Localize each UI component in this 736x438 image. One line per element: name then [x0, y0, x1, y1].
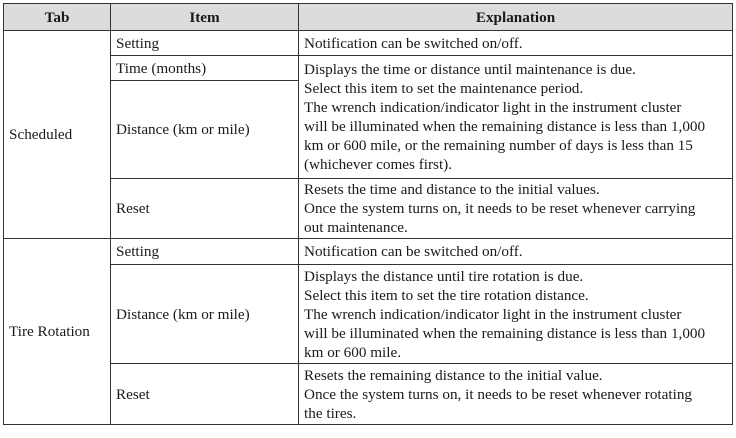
explanation-line: out maintenance. — [304, 219, 408, 236]
explanation-tire-setting — [299, 239, 733, 265]
table-header-row — [4, 4, 733, 31]
explanation-line: Select this item to set the maintenance period. — [304, 80, 584, 97]
table-row — [4, 31, 733, 56]
item-scheduled-setting: Setting — [111, 31, 299, 56]
header-explanation: Explanation — [299, 4, 733, 31]
item-tire-distance: Distance (km or mile) — [111, 265, 299, 364]
item-tire-setting: Setting — [111, 239, 299, 265]
item-scheduled-time: Time (months) — [111, 56, 299, 81]
table-row — [4, 364, 733, 425]
explanation-tire-reset — [299, 364, 733, 425]
explanation-scheduled-setting — [299, 31, 733, 56]
explanation-line: Displays the distance until tire rotation is due. — [304, 267, 584, 285]
maintenance-settings-table — [3, 3, 733, 425]
table-row — [4, 265, 733, 364]
explanation-line: Resets the remaining distance to the initial value. — [304, 366, 603, 384]
explanation-line: Notification can be switched on/off. — [304, 34, 523, 52]
table-row — [4, 56, 733, 81]
tab-tire-rotation: Tire Rotation — [4, 239, 111, 425]
explanation-tire-distance — [299, 265, 733, 364]
explanation-line: The wrench indication/indicator light in the instrument cluster — [304, 305, 682, 323]
item-scheduled-distance: Distance (km or mile) — [111, 81, 299, 179]
item-tire-reset: Reset — [111, 364, 299, 425]
table-row — [4, 239, 733, 265]
explanation-line: Select this item to set the tire rotation distance. — [304, 286, 589, 304]
explanation-line: will be illuminated when the remaining distance is less than 1,000 — [304, 324, 706, 342]
explanation-line: Displays the time or distance until maintenance is due. — [304, 61, 636, 78]
header-item: Item — [111, 4, 299, 31]
header-tab: Tab — [4, 4, 111, 31]
explanation-line: The wrench indication/indicator light in the instrument cluster — [304, 99, 682, 116]
explanation-line: Resets the time and distance to the initial values. — [304, 181, 600, 198]
explanation-scheduled-reset — [299, 179, 733, 239]
item-scheduled-reset: Reset — [111, 179, 299, 239]
tab-scheduled: Scheduled — [4, 31, 111, 239]
explanation-line: will be illuminated when the remaining distance is less than 1,000 — [304, 118, 706, 135]
explanation-line: the tires. — [304, 404, 357, 422]
explanation-line: km or 600 mile. — [304, 343, 402, 361]
explanation-line: Once the system turns on, it needs to be reset whenever carrying — [304, 200, 696, 217]
explanation-scheduled-time-distance — [299, 56, 733, 179]
explanation-line: Once the system turns on, it needs to be reset whenever rotating — [304, 385, 693, 403]
explanation-line: Notification can be switched on/off. — [304, 243, 523, 260]
table-row — [4, 179, 733, 239]
explanation-line: (whichever comes first). — [304, 156, 453, 173]
explanation-line: km or 600 mile, or the remaining number of days is less than 15 — [304, 137, 693, 154]
